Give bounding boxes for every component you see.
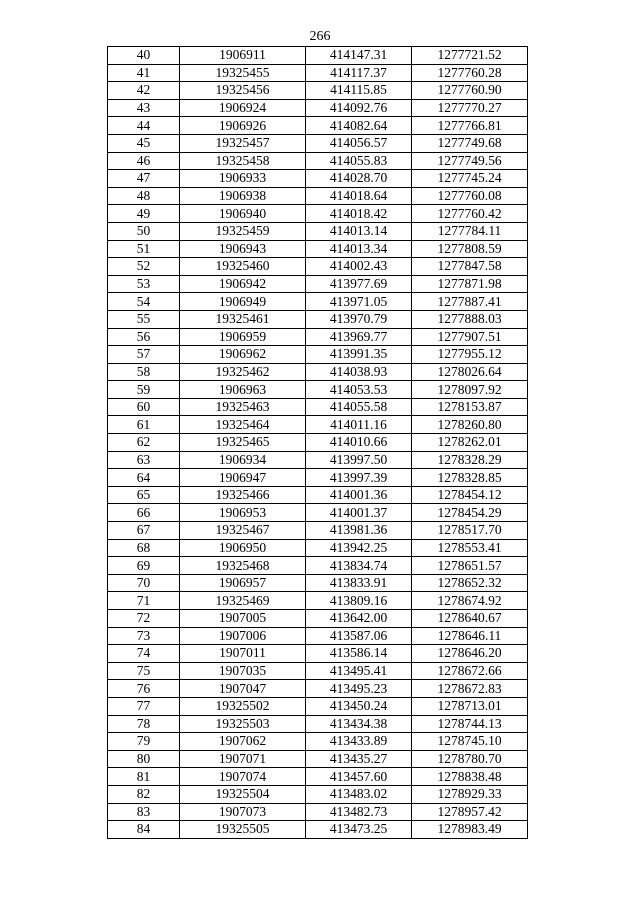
- row-number-cell: 69: [108, 557, 180, 575]
- y-coordinate-cell: 1277808.59: [412, 240, 528, 258]
- point-id-cell: 1906949: [180, 293, 306, 311]
- point-id-cell: 1906933: [180, 170, 306, 188]
- table-row: [108, 733, 528, 751]
- point-id-cell: 1906942: [180, 275, 306, 293]
- row-number-cell: 59: [108, 381, 180, 399]
- row-number-cell: 62: [108, 434, 180, 452]
- x-coordinate-cell: 414038.93: [306, 363, 412, 381]
- point-id-cell: 1906943: [180, 240, 306, 258]
- point-id-cell: 1906959: [180, 328, 306, 346]
- x-coordinate-cell: 413450.24: [306, 697, 412, 715]
- y-coordinate-cell: 1277770.27: [412, 99, 528, 117]
- table-row: [108, 381, 528, 399]
- row-number-cell: 57: [108, 346, 180, 364]
- y-coordinate-cell: 1278097.92: [412, 381, 528, 399]
- table-row: [108, 662, 528, 680]
- point-id-cell: 1906938: [180, 187, 306, 205]
- row-number-cell: 60: [108, 398, 180, 416]
- row-number-cell: 53: [108, 275, 180, 293]
- table-row: [108, 785, 528, 803]
- x-coordinate-cell: 413997.50: [306, 451, 412, 469]
- y-coordinate-cell: 1277871.98: [412, 275, 528, 293]
- x-coordinate-cell: 413997.39: [306, 469, 412, 487]
- table-row: [108, 451, 528, 469]
- y-coordinate-cell: 1278672.66: [412, 662, 528, 680]
- row-number-cell: 63: [108, 451, 180, 469]
- point-id-cell: 1907062: [180, 733, 306, 751]
- point-id-cell: 19325504: [180, 785, 306, 803]
- x-coordinate-cell: 413495.41: [306, 662, 412, 680]
- y-coordinate-cell: 1277847.58: [412, 258, 528, 276]
- y-coordinate-cell: 1278957.42: [412, 803, 528, 821]
- point-id-cell: 1907006: [180, 627, 306, 645]
- point-id-cell: 1907011: [180, 645, 306, 663]
- x-coordinate-cell: 414055.83: [306, 152, 412, 170]
- x-coordinate-cell: 414001.36: [306, 486, 412, 504]
- y-coordinate-cell: 1278745.10: [412, 733, 528, 751]
- row-number-cell: 56: [108, 328, 180, 346]
- y-coordinate-cell: 1278652.32: [412, 574, 528, 592]
- y-coordinate-cell: 1277955.12: [412, 346, 528, 364]
- row-number-cell: 58: [108, 363, 180, 381]
- point-id-cell: 19325458: [180, 152, 306, 170]
- point-id-cell: 1906950: [180, 539, 306, 557]
- point-id-cell: 19325468: [180, 557, 306, 575]
- table-row: [108, 715, 528, 733]
- point-id-cell: 1906957: [180, 574, 306, 592]
- y-coordinate-cell: 1278553.41: [412, 539, 528, 557]
- table-row: [108, 697, 528, 715]
- point-id-cell: 19325469: [180, 592, 306, 610]
- table-row: [108, 240, 528, 258]
- point-id-cell: 19325460: [180, 258, 306, 276]
- row-number-cell: 46: [108, 152, 180, 170]
- point-id-cell: 19325464: [180, 416, 306, 434]
- x-coordinate-cell: 413642.00: [306, 610, 412, 628]
- row-number-cell: 50: [108, 222, 180, 240]
- table-row: [108, 47, 528, 65]
- row-number-cell: 80: [108, 750, 180, 768]
- point-id-cell: 1907074: [180, 768, 306, 786]
- point-id-cell: 19325505: [180, 821, 306, 839]
- point-id-cell: 1906962: [180, 346, 306, 364]
- table-row: [108, 363, 528, 381]
- table-row: [108, 434, 528, 452]
- row-number-cell: 54: [108, 293, 180, 311]
- y-coordinate-cell: 1278929.33: [412, 785, 528, 803]
- row-number-cell: 66: [108, 504, 180, 522]
- x-coordinate-cell: 414115.85: [306, 82, 412, 100]
- x-coordinate-cell: 413434.38: [306, 715, 412, 733]
- point-id-cell: 19325459: [180, 222, 306, 240]
- y-coordinate-cell: 1278780.70: [412, 750, 528, 768]
- point-id-cell: 1906940: [180, 205, 306, 223]
- x-coordinate-cell: 413433.89: [306, 733, 412, 751]
- table-row: [108, 416, 528, 434]
- point-id-cell: 1906953: [180, 504, 306, 522]
- table-row: [108, 310, 528, 328]
- y-coordinate-cell: 1278674.92: [412, 592, 528, 610]
- table-body: [108, 47, 528, 839]
- y-coordinate-cell: 1277766.81: [412, 117, 528, 135]
- row-number-cell: 68: [108, 539, 180, 557]
- x-coordinate-cell: 413586.14: [306, 645, 412, 663]
- y-coordinate-cell: 1277749.56: [412, 152, 528, 170]
- y-coordinate-cell: 1277907.51: [412, 328, 528, 346]
- x-coordinate-cell: 413495.23: [306, 680, 412, 698]
- x-coordinate-cell: 413981.36: [306, 522, 412, 540]
- y-coordinate-cell: 1277760.90: [412, 82, 528, 100]
- point-id-cell: 1906934: [180, 451, 306, 469]
- point-id-cell: 1906924: [180, 99, 306, 117]
- row-number-cell: 49: [108, 205, 180, 223]
- y-coordinate-cell: 1278454.12: [412, 486, 528, 504]
- y-coordinate-cell: 1277784.11: [412, 222, 528, 240]
- point-id-cell: 1907035: [180, 662, 306, 680]
- table-row: [108, 750, 528, 768]
- y-coordinate-cell: 1278713.01: [412, 697, 528, 715]
- point-id-cell: 1907047: [180, 680, 306, 698]
- x-coordinate-cell: 413977.69: [306, 275, 412, 293]
- y-coordinate-cell: 1278983.49: [412, 821, 528, 839]
- table-row: [108, 258, 528, 276]
- y-coordinate-cell: 1278838.48: [412, 768, 528, 786]
- y-coordinate-cell: 1277745.24: [412, 170, 528, 188]
- row-number-cell: 44: [108, 117, 180, 135]
- x-coordinate-cell: 414117.37: [306, 64, 412, 82]
- x-coordinate-cell: 413809.16: [306, 592, 412, 610]
- x-coordinate-cell: 413473.25: [306, 821, 412, 839]
- table-row: [108, 222, 528, 240]
- table-row: [108, 398, 528, 416]
- table-row: [108, 117, 528, 135]
- point-id-cell: 1906963: [180, 381, 306, 399]
- row-number-cell: 73: [108, 627, 180, 645]
- table-row: [108, 346, 528, 364]
- row-number-cell: 67: [108, 522, 180, 540]
- y-coordinate-cell: 1278744.13: [412, 715, 528, 733]
- table-row: [108, 187, 528, 205]
- x-coordinate-cell: 413969.77: [306, 328, 412, 346]
- row-number-cell: 55: [108, 310, 180, 328]
- row-number-cell: 70: [108, 574, 180, 592]
- row-number-cell: 45: [108, 134, 180, 152]
- y-coordinate-cell: 1277887.41: [412, 293, 528, 311]
- row-number-cell: 82: [108, 785, 180, 803]
- table-row: [108, 522, 528, 540]
- row-number-cell: 77: [108, 697, 180, 715]
- page-number: 266: [309, 29, 331, 44]
- table-row: [108, 152, 528, 170]
- y-coordinate-cell: 1277760.42: [412, 205, 528, 223]
- table-row: [108, 205, 528, 223]
- x-coordinate-cell: 413483.02: [306, 785, 412, 803]
- row-number-cell: 79: [108, 733, 180, 751]
- point-id-cell: 1907071: [180, 750, 306, 768]
- x-coordinate-cell: 413991.35: [306, 346, 412, 364]
- y-coordinate-cell: 1278153.87: [412, 398, 528, 416]
- row-number-cell: 72: [108, 610, 180, 628]
- y-coordinate-cell: 1278646.11: [412, 627, 528, 645]
- table-row: [108, 592, 528, 610]
- y-coordinate-cell: 1277760.08: [412, 187, 528, 205]
- table-row: [108, 293, 528, 311]
- y-coordinate-cell: 1277749.68: [412, 134, 528, 152]
- row-number-cell: 52: [108, 258, 180, 276]
- y-coordinate-cell: 1277760.28: [412, 64, 528, 82]
- row-number-cell: 71: [108, 592, 180, 610]
- row-number-cell: 81: [108, 768, 180, 786]
- x-coordinate-cell: 414018.64: [306, 187, 412, 205]
- x-coordinate-cell: 413971.05: [306, 293, 412, 311]
- row-number-cell: 76: [108, 680, 180, 698]
- x-coordinate-cell: 413942.25: [306, 539, 412, 557]
- point-id-cell: 19325457: [180, 134, 306, 152]
- table-row: [108, 803, 528, 821]
- x-coordinate-cell: 413482.73: [306, 803, 412, 821]
- x-coordinate-cell: 414013.34: [306, 240, 412, 258]
- table-row: [108, 627, 528, 645]
- table-row: [108, 610, 528, 628]
- x-coordinate-cell: 414028.70: [306, 170, 412, 188]
- x-coordinate-cell: 413970.79: [306, 310, 412, 328]
- row-number-cell: 78: [108, 715, 180, 733]
- x-coordinate-cell: 414055.58: [306, 398, 412, 416]
- x-coordinate-cell: 413834.74: [306, 557, 412, 575]
- table-row: [108, 328, 528, 346]
- point-id-cell: 19325455: [180, 64, 306, 82]
- table-row: [108, 504, 528, 522]
- table-row: [108, 557, 528, 575]
- y-coordinate-cell: 1278517.70: [412, 522, 528, 540]
- row-number-cell: 64: [108, 469, 180, 487]
- point-id-cell: 19325503: [180, 715, 306, 733]
- table-row: [108, 486, 528, 504]
- table-row: [108, 645, 528, 663]
- y-coordinate-cell: 1278640.67: [412, 610, 528, 628]
- point-id-cell: 19325462: [180, 363, 306, 381]
- x-coordinate-cell: 414147.31: [306, 47, 412, 65]
- y-coordinate-cell: 1278651.57: [412, 557, 528, 575]
- point-id-cell: 1906947: [180, 469, 306, 487]
- x-coordinate-cell: 413833.91: [306, 574, 412, 592]
- point-id-cell: 19325456: [180, 82, 306, 100]
- point-id-cell: 1907005: [180, 610, 306, 628]
- table-row: [108, 680, 528, 698]
- x-coordinate-cell: 414001.37: [306, 504, 412, 522]
- y-coordinate-cell: 1278262.01: [412, 434, 528, 452]
- point-id-cell: 19325502: [180, 697, 306, 715]
- row-number-cell: 47: [108, 170, 180, 188]
- y-coordinate-cell: 1277888.03: [412, 310, 528, 328]
- table-row: [108, 539, 528, 557]
- row-number-cell: 51: [108, 240, 180, 258]
- row-number-cell: 61: [108, 416, 180, 434]
- x-coordinate-cell: 414082.64: [306, 117, 412, 135]
- table-row: [108, 821, 528, 839]
- table-row: [108, 170, 528, 188]
- row-number-cell: 41: [108, 64, 180, 82]
- y-coordinate-cell: 1278328.85: [412, 469, 528, 487]
- point-id-cell: 19325461: [180, 310, 306, 328]
- x-coordinate-cell: 413457.60: [306, 768, 412, 786]
- y-coordinate-cell: 1277721.52: [412, 47, 528, 65]
- row-number-cell: 75: [108, 662, 180, 680]
- x-coordinate-cell: 414018.42: [306, 205, 412, 223]
- x-coordinate-cell: 413435.27: [306, 750, 412, 768]
- table-row: [108, 99, 528, 117]
- point-id-cell: 1906926: [180, 117, 306, 135]
- y-coordinate-cell: 1278260.80: [412, 416, 528, 434]
- table-row: [108, 469, 528, 487]
- x-coordinate-cell: 414092.76: [306, 99, 412, 117]
- table-row: [108, 82, 528, 100]
- point-id-cell: 19325467: [180, 522, 306, 540]
- x-coordinate-cell: 414053.53: [306, 381, 412, 399]
- row-number-cell: 42: [108, 82, 180, 100]
- point-id-cell: 1906911: [180, 47, 306, 65]
- table-row: [108, 275, 528, 293]
- point-id-cell: 19325463: [180, 398, 306, 416]
- y-coordinate-cell: 1278026.64: [412, 363, 528, 381]
- x-coordinate-cell: 414011.16: [306, 416, 412, 434]
- y-coordinate-cell: 1278646.20: [412, 645, 528, 663]
- table-row: [108, 134, 528, 152]
- x-coordinate-cell: 414010.66: [306, 434, 412, 452]
- row-number-cell: 83: [108, 803, 180, 821]
- y-coordinate-cell: 1278672.83: [412, 680, 528, 698]
- x-coordinate-cell: 414056.57: [306, 134, 412, 152]
- row-number-cell: 84: [108, 821, 180, 839]
- x-coordinate-cell: 413587.06: [306, 627, 412, 645]
- table-row: [108, 768, 528, 786]
- x-coordinate-cell: 414013.14: [306, 222, 412, 240]
- row-number-cell: 74: [108, 645, 180, 663]
- y-coordinate-cell: 1278454.29: [412, 504, 528, 522]
- row-number-cell: 43: [108, 99, 180, 117]
- x-coordinate-cell: 414002.43: [306, 258, 412, 276]
- y-coordinate-cell: 1278328.29: [412, 451, 528, 469]
- table-row: [108, 574, 528, 592]
- point-id-cell: 1907073: [180, 803, 306, 821]
- row-number-cell: 48: [108, 187, 180, 205]
- table-row: [108, 64, 528, 82]
- row-number-cell: 40: [108, 47, 180, 65]
- row-number-cell: 65: [108, 486, 180, 504]
- point-id-cell: 19325466: [180, 486, 306, 504]
- point-id-cell: 19325465: [180, 434, 306, 452]
- coordinates-table: [107, 46, 528, 839]
